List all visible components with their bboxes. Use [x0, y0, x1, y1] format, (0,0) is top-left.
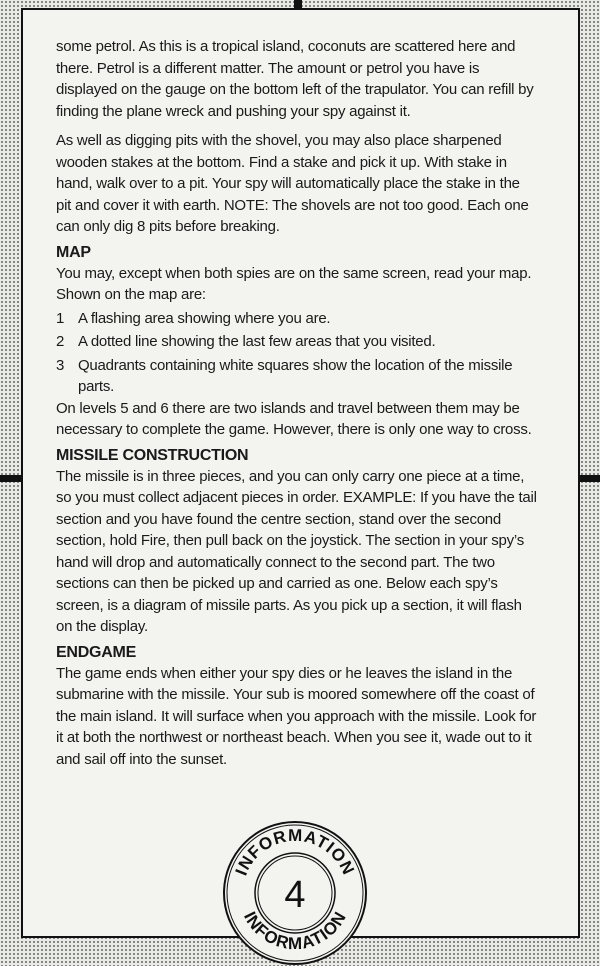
list-number: 3 — [56, 356, 65, 374]
badge-top-text: INFORMATION — [231, 825, 359, 879]
petrol-paragraph: some petrol. As this is a tropical island, coconuts are scattered here and there. Petrol is a different matter. The amount or petrol you have is displayed on the gauge on the bottom left of the trapulator. You can refill by finding the plane wreck and pushing your spy against it. — [56, 38, 534, 120]
missile-paragraph: The missile is in three pieces, and you can only carry one piece at a time, so you must collect adjacent pieces in order. EXAMPLE: If you have the tail section and you have found the centre section, stand over the second section, hold Fire, then pull back on the joystick. The section in your spy’s hand will drop and automatically connect to the second part. The two sections can then be picked up and carried as one. Below each spy’s screen, is a diagram of missile parts. As you pick up a section, it will flash on the display. — [56, 467, 537, 635]
map-list-item — [56, 308, 538, 330]
endgame-paragraph: The game ends when either your spy dies or he leaves the island in the submarine with the missile. Your sub is moored somewhere off the coast of the main island. It will surface when you approach with the missile. Look for it at both the northwest or northeast beach. When you see it, wade out to it and sail off into the sunset. — [56, 664, 537, 768]
information-badge — [222, 820, 368, 966]
badge-bottom-text: INFORMATION — [239, 907, 351, 954]
map-heading: MAP — [56, 243, 91, 261]
list-number: 1 — [56, 309, 65, 327]
map-list-item — [56, 331, 538, 353]
list-number: 2 — [56, 333, 65, 350]
map-intro: You may, except when both spies are on the same screen, read your map. Shown on the map are: — [56, 264, 532, 303]
list-text: A dotted line showing the last few areas that you visited. — [78, 333, 436, 350]
endgame-heading: ENDGAME — [56, 643, 137, 661]
page-number: 4 — [284, 874, 306, 916]
levels-paragraph: On levels 5 and 6 there are two islands and travel between them may be necessary to complete the game. However, there is only one way to cross. — [56, 399, 532, 438]
list-text: Quadrants containing white squares show the location of the missile parts. — [78, 356, 513, 395]
pits-paragraph: As well as digging pits with the shovel, you may also place sharpened wooden stakes at the bottom. Find a stake and pick it up. With stake in hand, walk over to a pit. Your spy will automatically place the stake in the pit and cover it with earth. NOTE: The shovels are not too good. Each one can only dig 8 pits before breaking. — [56, 132, 529, 235]
page-content — [56, 36, 538, 770]
list-text: A flashing area showing where you are. — [78, 309, 331, 327]
map-list-item — [56, 355, 538, 398]
missile-heading: MISSILE CONSTRUCTION — [56, 446, 249, 464]
